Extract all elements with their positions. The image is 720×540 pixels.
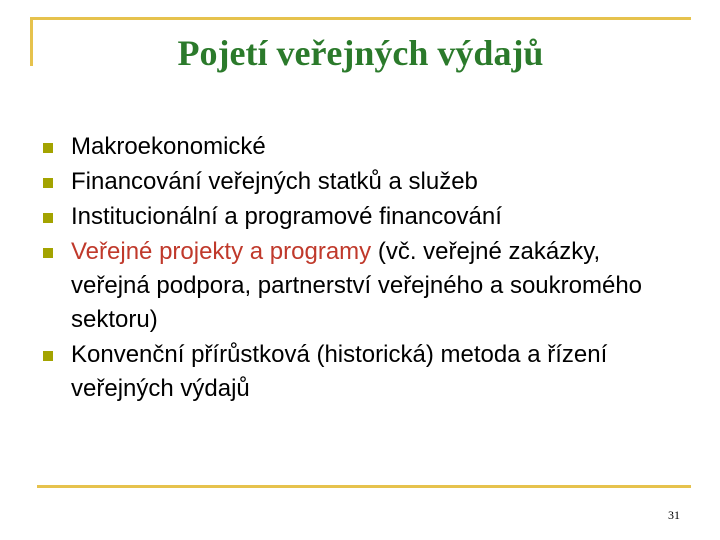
bullet-highlight-text: Veřejné projekty a programy — [71, 238, 372, 265]
bullet-list — [40, 130, 680, 407]
frame-top-line — [30, 17, 691, 20]
square-bullet-icon — [43, 351, 53, 361]
bullet-text: Konvenční přírůstková (historická) metoda a řízení veřejných výdajů — [71, 341, 608, 402]
bullet-text: Financování veřejných statků a služeb — [71, 168, 478, 195]
bullet-text: Institucionální a programové financování — [71, 203, 502, 230]
list-item — [40, 130, 680, 164]
page-number: 31 — [668, 508, 680, 522]
list-item — [40, 200, 680, 234]
square-bullet-icon — [43, 248, 53, 258]
bullet-text: Makroekonomické — [71, 133, 266, 160]
list-item — [40, 165, 680, 199]
list-item — [40, 338, 680, 406]
square-bullet-icon — [43, 143, 53, 153]
list-item — [40, 235, 680, 337]
square-bullet-icon — [43, 178, 53, 188]
frame-bottom-line — [37, 485, 691, 488]
square-bullet-icon — [43, 213, 53, 223]
slide-title: Pojetí veřejných výdajů — [177, 33, 544, 73]
bullet-text: (vč. veřejné zakázky, veřejná podpora, partnerství veřejného a soukromého sektoru) — [71, 238, 643, 333]
